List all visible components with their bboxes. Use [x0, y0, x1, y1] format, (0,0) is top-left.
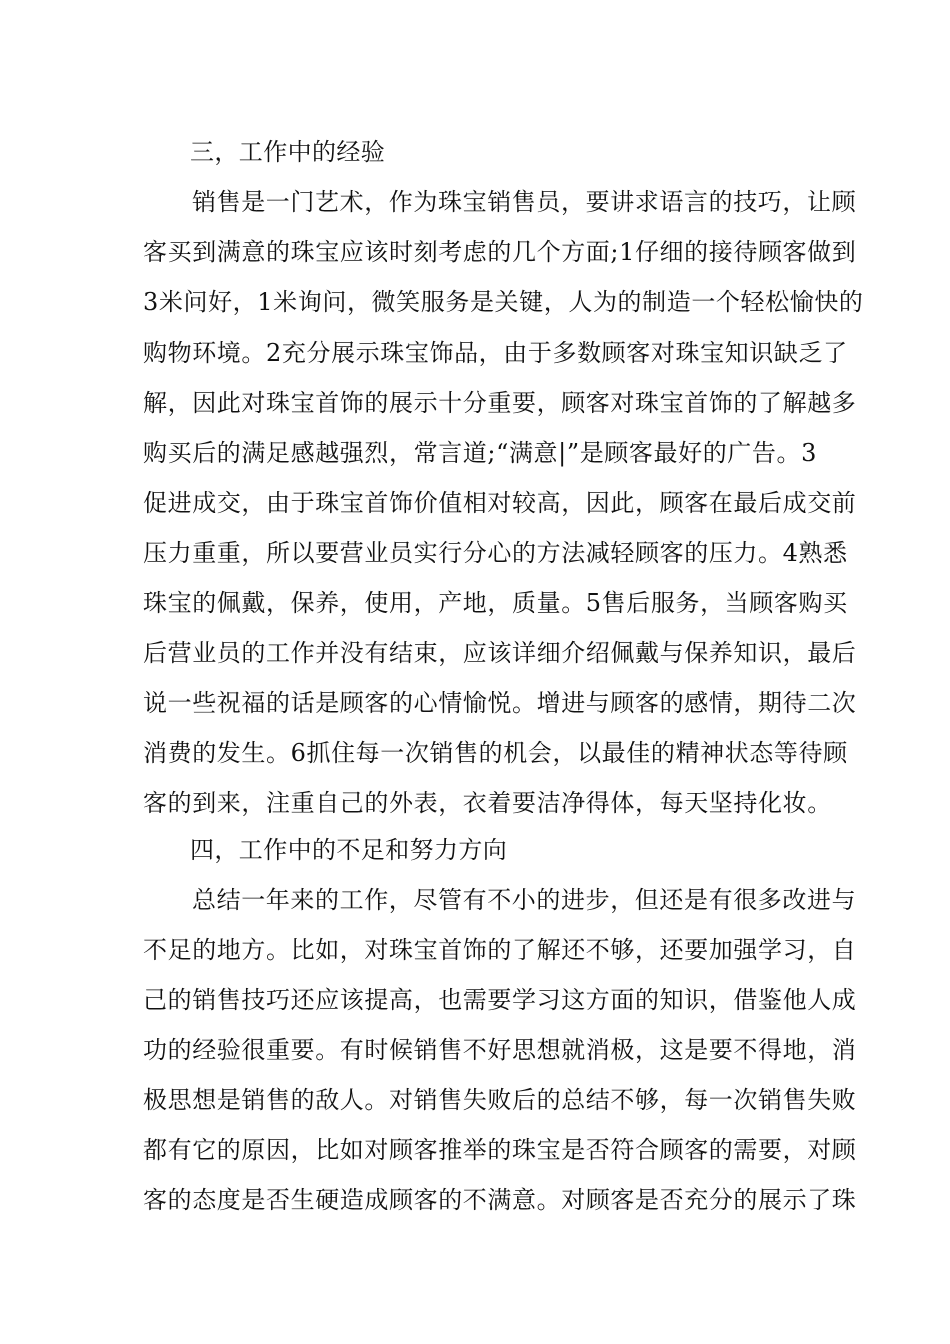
paragraph-line: 客的态度是否生硬造成顾客的不满意。对顾客是否充分的展示了珠 [143, 1186, 857, 1214]
paragraph-line: 客买到满意的珠宝应该时刻考虑的几个方面;1仔细的接待顾客做到 [143, 238, 857, 266]
paragraph-line: 功的经验很重要。有时候销售不好思想就消极，这是要不得地，消 [143, 1036, 857, 1064]
paragraph-line: 压力重重，所以要营业员实行分心的方法减轻顾客的压力。4熟悉 [143, 539, 848, 567]
paragraph-line: 极思想是销售的敌人。对销售失败后的总结不够，每一次销售失败 [143, 1086, 857, 1114]
paragraph-line: 客的到来，注重自己的外表，衣着要洁净得体，每天坚持化妆。 [143, 789, 832, 817]
section-heading-shortcomings: 四，工作中的不足和努力方向 [190, 836, 508, 864]
paragraph-line: 说一些祝福的话是顾客的心情愉悦。增进与顾客的感情，期待二次 [143, 689, 857, 717]
paragraph-line: 购买后的满足感越强烈，常言道;“满意|”是顾客最好的广告。3 [143, 439, 817, 467]
paragraph-line: 己的销售技巧还应该提高，也需要学习这方面的知识，借鉴他人成 [143, 986, 857, 1014]
paragraph-line: 解，因此对珠宝首饰的展示十分重要，顾客对珠宝首饰的了解越多 [143, 389, 857, 417]
paragraph-line: 珠宝的佩戴，保养，使用，产地，质量。5售后服务，当顾客购买 [143, 589, 848, 617]
paragraph-line: 总结一年来的工作，尽管有不小的进步，但还是有很多改进与 [192, 886, 857, 914]
paragraph-line: 促进成交，由于珠宝首饰价值相对较高，因此，顾客在最后成交前 [143, 489, 857, 517]
paragraph-line: 都有它的原因，比如对顾客推举的珠宝是否符合顾客的需要，对顾 [143, 1136, 857, 1164]
paragraph-line: 销售是一门艺术，作为珠宝销售员，要讲求语言的技巧，让顾 [192, 188, 857, 216]
paragraph-line: 购物环境。2充分展示珠宝饰品，由于多数顾客对珠宝知识缺乏了 [143, 339, 848, 367]
paragraph-line: 后营业员的工作并没有结束，应该详细介绍佩戴与保养知识，最后 [143, 639, 857, 667]
section-heading-experience: 三，工作中的经验 [190, 138, 386, 166]
paragraph-line: 3米问好，1米询问，微笑服务是关键，人为的制造一个轻松愉快的 [143, 288, 864, 316]
paragraph-line: 不足的地方。比如，对珠宝首饰的了解还不够，还要加强学习，自 [143, 936, 857, 964]
paragraph-line: 消费的发生。6抓住每一次销售的机会，以最佳的精神状态等待顾 [143, 739, 848, 767]
